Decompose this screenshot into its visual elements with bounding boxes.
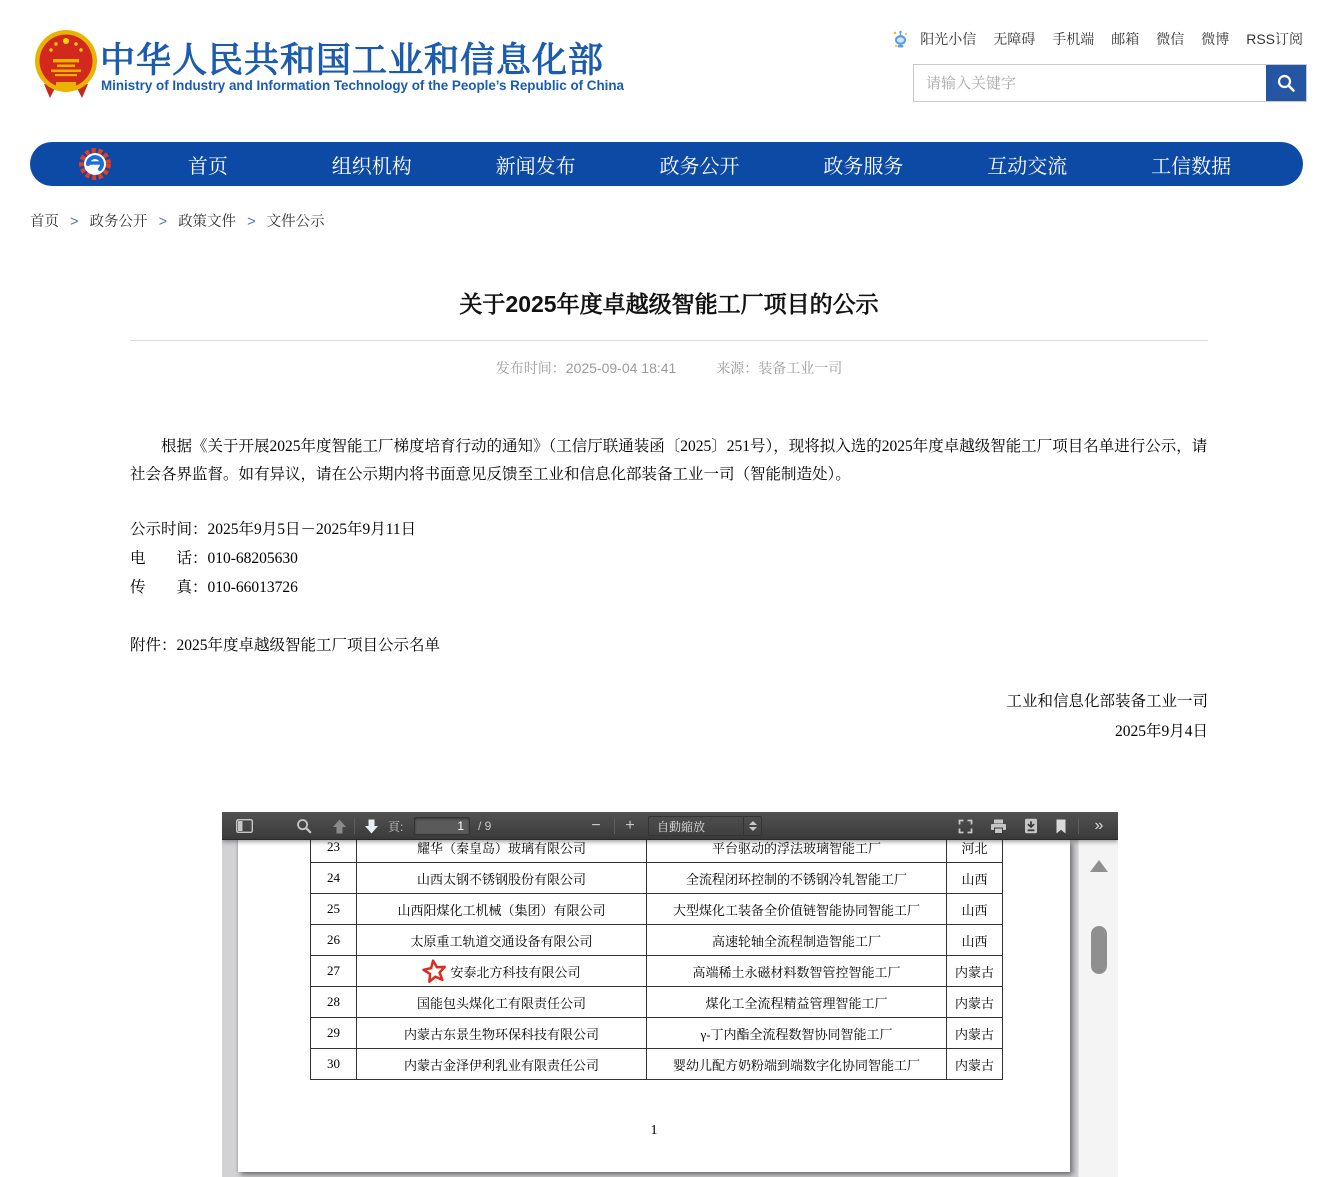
link-mailbox[interactable]: 邮箱	[1111, 31, 1140, 47]
province-cell: 内蒙古	[947, 1018, 1003, 1049]
toolbar-divider	[1078, 818, 1079, 834]
nav-item-services[interactable]: 政务服务	[823, 155, 904, 178]
signature-department: 工业和信息化部装备工业一司	[1006, 693, 1208, 710]
mascot-robot-icon	[892, 30, 909, 49]
seq-cell: 29	[311, 1018, 357, 1049]
attachment-table	[310, 840, 1003, 1080]
seq-cell: 26	[311, 925, 357, 956]
breadcrumb-policy-files[interactable]: 政策文件	[178, 214, 237, 230]
province-cell: 山西	[947, 863, 1003, 894]
pdf-page	[238, 840, 1070, 1172]
breadcrumb-separator: >	[158, 214, 168, 230]
pdf-scrollbar[interactable]	[1078, 840, 1118, 1177]
breadcrumb-separator: >	[70, 214, 79, 230]
page-number-input[interactable]	[414, 817, 470, 835]
bookmark-icon[interactable]	[1050, 812, 1072, 840]
breadcrumb-gov-affairs[interactable]: 政务公开	[89, 214, 148, 230]
province-cell: 内蒙古	[947, 987, 1003, 1018]
company-cell: 太原重工轨道交通设备有限公司	[357, 925, 647, 956]
seq-cell: 27	[311, 956, 357, 987]
zoom-mode-value: 自動縮放	[657, 819, 706, 834]
article-body	[130, 433, 1208, 747]
utility-bar	[892, 29, 1303, 49]
miit-gear-logo-icon	[78, 147, 112, 181]
project-cell: γ-丁内酯全流程数智协同智能工厂	[647, 1018, 947, 1049]
attachment-line: 附件：2025年度卓越级智能工厂项目公示名单	[130, 637, 441, 654]
publish-time: 发布时间：2025-09-04 18:41	[495, 360, 677, 376]
company-cell	[357, 956, 647, 987]
fax-line: 传 真：010-66013726	[130, 579, 298, 596]
breadcrumb-home[interactable]: 首页	[30, 214, 59, 230]
nav-item-news[interactable]: 新闻发布	[495, 155, 576, 178]
publicity-period-line: 公示时间：2025年9月5日－2025年9月11日	[130, 521, 417, 538]
article-source: 来源：装备工业一司	[716, 360, 843, 376]
download-icon[interactable]	[1018, 812, 1044, 840]
toolbar-divider	[354, 818, 355, 834]
site-subtitle: Ministry of Industry and Information Technology of the People’s Republic of China	[101, 78, 624, 93]
page-title: 关于2025年度卓越级智能工厂项目的公示	[459, 291, 879, 317]
province-cell: 山西	[947, 894, 1003, 925]
link-rss[interactable]: RSS订阅	[1246, 31, 1303, 47]
sidebar-toggle-icon[interactable]	[230, 812, 258, 840]
phone-line: 电 话：010-68205630	[130, 550, 298, 567]
nav-item-gov-affairs[interactable]: 政务公开	[659, 155, 740, 178]
project-cell: 全流程闭环控制的不锈钢冷轧智能工厂	[647, 863, 947, 894]
company-cell: 国能包头煤化工有限责任公司	[357, 987, 647, 1018]
seq-cell: 25	[311, 894, 357, 925]
previous-page-icon[interactable]	[326, 812, 352, 840]
seq-cell: 23	[311, 840, 357, 863]
table-row	[311, 925, 1003, 956]
page-label: 頁:	[388, 819, 404, 834]
national-emblem-icon	[34, 26, 98, 107]
link-weibo[interactable]: 微博	[1201, 31, 1230, 47]
search-button[interactable]	[1266, 65, 1306, 101]
province-cell: 河北	[947, 840, 1003, 863]
page-total: / 9	[478, 819, 492, 833]
find-icon[interactable]	[290, 812, 318, 840]
article-meta	[130, 358, 1208, 378]
site-title: 中华人民共和国工业和信息化部	[100, 41, 605, 80]
next-page-icon[interactable]	[358, 812, 384, 840]
red-star-icon	[422, 959, 447, 983]
nav-item-data[interactable]: 工信数据	[1151, 155, 1232, 178]
zoom-out-button[interactable]: −	[591, 817, 601, 834]
table-row	[311, 987, 1003, 1018]
company-cell: 山西阳煤化工机械（集团）有限公司	[357, 894, 647, 925]
province-cell: 内蒙古	[947, 956, 1003, 987]
link-mobile[interactable]: 手机端	[1052, 31, 1095, 47]
table-row	[311, 894, 1003, 925]
link-accessibility[interactable]: 无障碍	[993, 31, 1036, 47]
nav-items	[126, 150, 1273, 179]
signature-date: 2025年9月4日	[1114, 723, 1208, 740]
project-cell: 煤化工全流程精益管理智能工厂	[647, 987, 947, 1018]
scrollbar-thumb[interactable]	[1091, 926, 1107, 974]
seq-cell: 30	[311, 1049, 357, 1080]
project-cell: 平台驱动的浮法玻璃智能工厂	[647, 840, 947, 863]
article	[130, 286, 1208, 747]
company-name: 安泰北方科技有限公司	[450, 964, 581, 980]
article-paragraph: 根据《关于开展2025年度智能工厂梯度培育行动的通知》（工信厅联通装函〔2025〕251号），现将拟入选的2025年度卓越级智能工厂项目名单进行公示，请社会各界监督。如有异议，请在公示期内将书面意见反馈至工业和信息化部装备工业一司（智能制造处）。	[130, 438, 1208, 483]
project-cell: 高端稀土永磁材料数智管控智能工厂	[647, 956, 947, 987]
province-cell: 内蒙古	[947, 1049, 1003, 1080]
seq-cell: 28	[311, 987, 357, 1018]
pdf-toolbar	[222, 812, 1118, 840]
pdf-page-number: 1	[650, 1123, 658, 1138]
select-spinner-icon	[743, 817, 761, 835]
toolbar-divider	[614, 818, 615, 834]
title-divider	[130, 340, 1208, 341]
table-row-starred	[311, 956, 1003, 987]
zoom-mode-select[interactable]	[648, 816, 762, 836]
search-input[interactable]	[914, 65, 1266, 101]
main-nav	[30, 142, 1303, 186]
table-row	[311, 863, 1003, 894]
zoom-in-button[interactable]: +	[625, 817, 635, 834]
search-icon	[1276, 73, 1296, 93]
company-cell: 耀华（秦皇岛）玻璃有限公司	[357, 840, 647, 863]
nav-item-organization[interactable]: 组织机构	[331, 155, 412, 178]
province-cell: 山西	[947, 925, 1003, 956]
link-yangguang-xiaoxin[interactable]: 阳光小信	[920, 31, 977, 47]
link-wechat[interactable]: 微信	[1156, 31, 1185, 47]
company-cell: 内蒙古东景生物环保科技有限公司	[357, 1018, 647, 1049]
project-cell: 大型煤化工装备全价值链智能协同智能工厂	[647, 894, 947, 925]
scroll-up-arrow-icon[interactable]	[1090, 860, 1108, 872]
company-cell: 内蒙古金泽伊利乳业有限责任公司	[357, 1049, 647, 1080]
breadcrumb-file-publicity[interactable]: 文件公示	[266, 214, 325, 230]
nav-item-interaction[interactable]: 互动交流	[987, 155, 1068, 178]
project-cell: 高速轮轴全流程制造智能工厂	[647, 925, 947, 956]
breadcrumb-separator: >	[247, 214, 256, 230]
presentation-mode-icon[interactable]	[952, 812, 978, 840]
toolbar-more-button[interactable]: »	[1094, 817, 1104, 834]
breadcrumb	[30, 210, 325, 231]
print-icon[interactable]	[984, 812, 1012, 840]
pdf-content	[222, 840, 1118, 1177]
table-row	[311, 840, 1003, 863]
seq-cell: 24	[311, 863, 357, 894]
nav-item-home[interactable]: 首页	[187, 155, 228, 178]
table-row	[311, 1049, 1003, 1080]
company-cell: 山西太钢不锈钢股份有限公司	[357, 863, 647, 894]
site-search	[913, 64, 1307, 102]
project-cell: 婴幼儿配方奶粉端到端数字化协同智能工厂	[647, 1049, 947, 1080]
table-row	[311, 1018, 1003, 1049]
pdf-viewer	[222, 812, 1118, 1177]
